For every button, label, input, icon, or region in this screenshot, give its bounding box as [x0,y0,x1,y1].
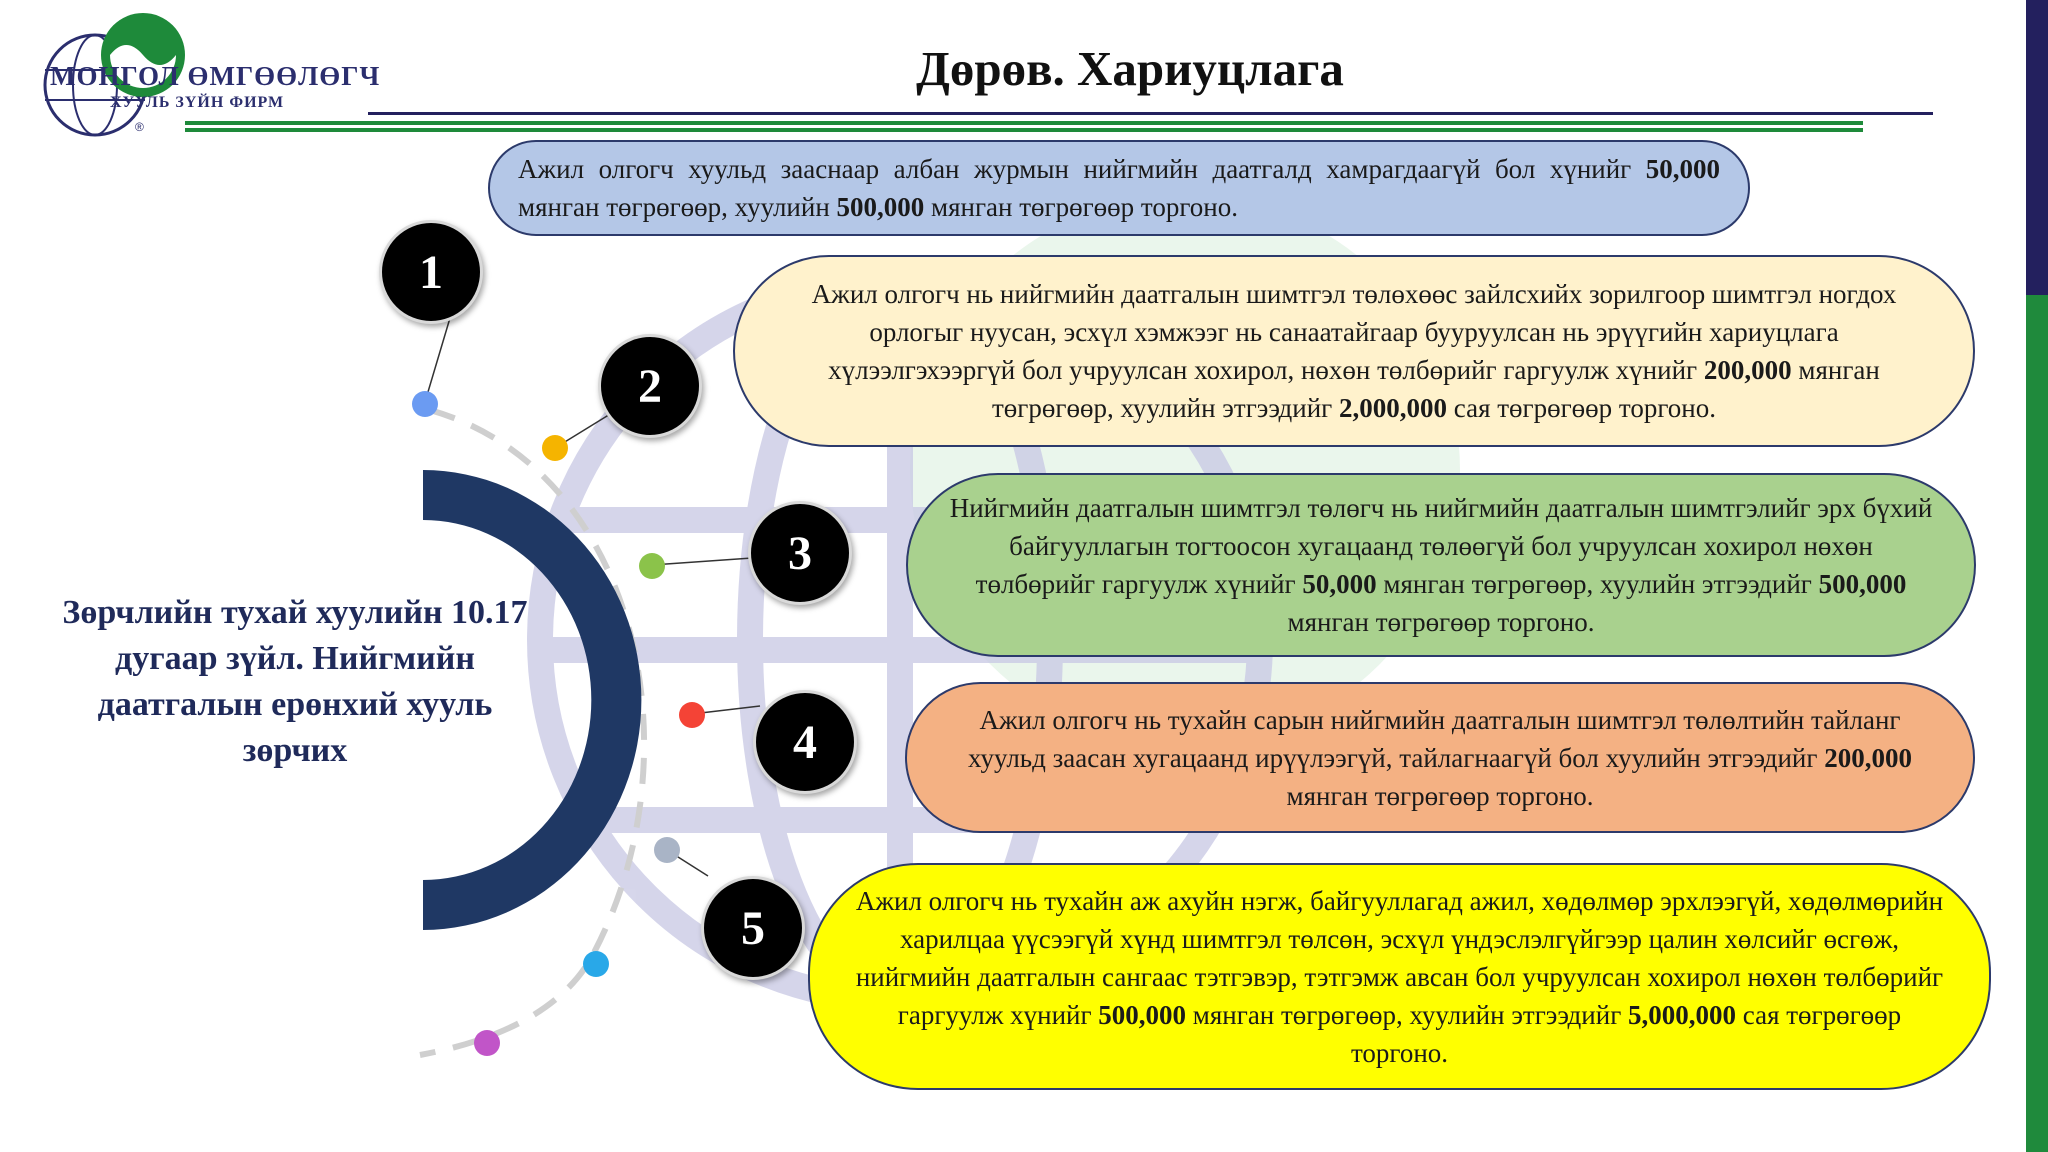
dot-purple [474,1030,500,1056]
number-badge-5: 5 [701,876,805,980]
dot-blue [412,391,438,417]
amount-legal-entity: 200,000 [1824,742,1912,773]
amount-individual: 50,000 [1302,569,1377,599]
law-article-label: Зөрчлийн тухай хуулийн 10.17 дугаар зүйл. Нийгмийн даатгалын ерөнхий хууль зөрчих [62,594,528,769]
penalty-text-3: Нийгмийн даатгалын шимтгэл төлөгч нь нийгмийн даатгалын шимтгэлийг эрх бүхий байгууллагын тогтоосон хугацаанд төлөөгүй бол учруулсан хохирол нөхөн төлбөрийг гаргуулж хүнийг 50,000 мянган төгрөгөөр, хуулийн этгээдийг 500,000 мянган төгрөгөөр торгоно. [949,493,1933,637]
dot-green [639,553,665,579]
amount-individual: 50,000 [1645,154,1720,184]
dot-light-blue [583,951,609,977]
amount-legal-entity: 5,000,000 [1628,999,1737,1030]
penalty-text-5: Ажил олгогч нь тухайн аж ахуйн нэгж, байгууллагад ажил, хөдөлмөр эрхлээгүй, хөдөлмөрийн харилцаа үүсээгүй хүнд шимтгэл төлсөн, эсхүл үндэслэлгүйгээр цалин хөлсийг өсгөж, нийгмийн даатгалын сангаас тэтгэвэр, тэтгэмж авсан бол учруулсан хохирол нөхөн төлбөрийг гаргуулж хүнийг 500,000 мянган төгрөгөөр, хуулийн этгээдийг 5,000,000 сая төгрөгөөр торгоно. [855,885,1944,1068]
side-accent-navy [2026,0,2048,295]
title-rule-navy [368,112,1933,115]
dot-red [679,702,705,728]
number-badge-1: 1 [379,220,483,324]
number-badge-2: 2 [598,334,702,438]
logo-title: МОНГОЛ ӨМГӨӨЛӨГЧ [50,61,381,91]
penalty-text-1: Ажил олгогч хуульд зааснаар албан журмын нийгмийн даатгалд хамрагдаагүй бол хүнийг 50,000 мянган төгрөгөөр, хуулийн 500,000 мянган төгрөгөөр торгоно. [518,154,1720,222]
penalty-box-2 [733,255,1975,447]
penalty-text-4: Ажил олгогч нь тухайн сарын нийгмийн даатгалын шимтгэл төлөлтийн тайланг хуульд заасан хугацаанд ирүүлээгүй, тайлагнаагүй бол хуулийн этгээдийг 200,000 мянган төгрөгөөр торгоно. [968,704,1912,811]
amount-legal-entity: 500,000 [836,192,925,222]
title-rule-green-top [185,121,1863,125]
amount-individual: 500,000 [1098,999,1187,1030]
logo-registered-mark: ® [135,120,144,134]
dot-grey [654,837,680,863]
penalty-box-1 [488,140,1750,236]
amount-legal-entity: 500,000 [1818,569,1907,599]
title-rule-green-bottom [185,128,1863,132]
logo-subtitle: ХУУЛЬ ЗҮЙН ФИРМ [110,94,285,111]
amount-legal-entity: 2,000,000 [1339,393,1448,423]
amount-individual: 200,000 [1703,355,1792,385]
dot-orange [542,435,568,461]
side-accent-green [2026,295,2048,1152]
number-badge-3: 3 [748,501,852,605]
penalty-box-5 [808,863,1991,1090]
page-title: Дөрөв. Хариуцлага [916,41,1344,96]
penalty-box-3 [906,473,1976,657]
penalty-box-4 [905,682,1975,833]
number-badge-4: 4 [753,690,857,794]
penalty-text-2: Ажил олгогч нь нийгмийн даатгалын шимтгэл төлөхөөс зайлсхийх зорилгоор шимтгэл ногдох орлогыг нуусан, эсхүл хэмжээг нь санаатайгаар бууруулсан нь эрүүгийн хариуцлага хүлээлгэхээргүй бол учруулсан хохирол, нөхөн төлбөрийг гаргуулж хүнийг 200,000 мянган төгрөгөөр, хуулийн этгээдийг 2,000,000 сая төгрөгөөр торгоно. [811,279,1897,423]
